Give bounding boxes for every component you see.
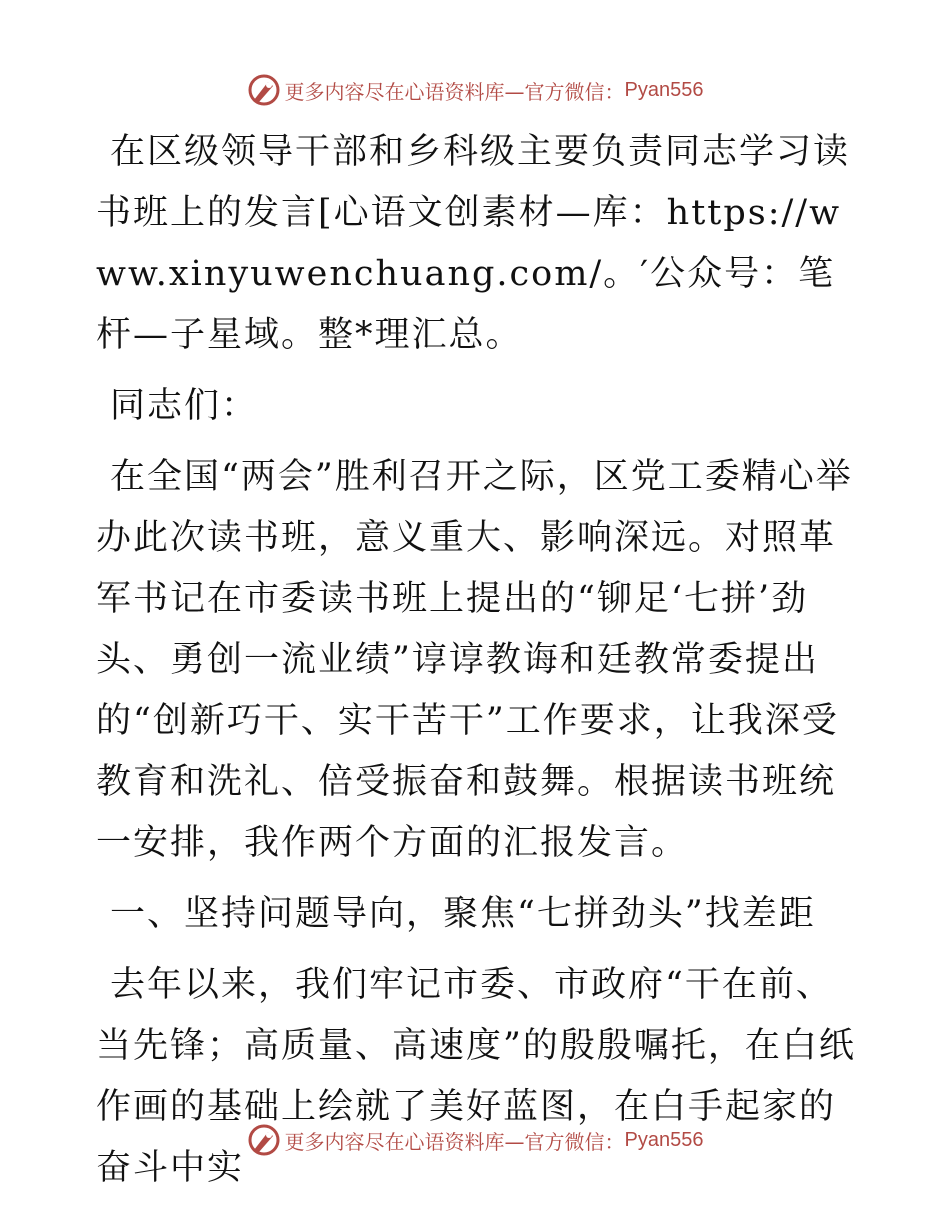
- header-watermark: [0, 70, 950, 110]
- paragraph-1: 在全国“两会”胜利召开之际，区党工委精心举办此次读书班，意义重大、影响深远。对照革军书记在市委读书班上提出的“铆足‘七拼’劲头、勇创一流业绩”谆谆教诲和廷教常委提出的“创新巧干、实干苦干”工作要求，让我深受教育和洗礼、倍受振奋和鼓舞。根据读书班统一安排，我作两个方面的汇报发言。: [96, 457, 853, 863]
- watermark-wechat-id: Pyan556: [624, 78, 704, 101]
- document-title: 在区级领导干部和乡科级主要负责同志学习读书班上的发言[心语文创素材—库：https://www.xinyuwenchuang.com/。′公众号：笔杆—子星域。整*理汇总。: [96, 132, 851, 355]
- footer-watermark: [0, 1120, 950, 1160]
- pen-nib-logo-icon: [247, 73, 281, 107]
- pen-nib-logo-icon: [247, 1123, 281, 1157]
- paragraph-2: 去年以来，我们牢记市委、市政府“干在前、当先锋；高质量、高速度”的殷殷嘱托，在白纸作画的基础上绘就了美好蓝图，在白手起家的奋斗中实: [96, 965, 856, 1188]
- document-body: [96, 122, 856, 1209]
- watermark-wechat-id: Pyan556: [624, 1128, 704, 1151]
- salutation: 同志们：: [110, 386, 259, 426]
- watermark-text: 更多内容尽在心语资料库—官方微信：: [284, 1129, 625, 1154]
- section-heading-1: 一、坚持问题导向，聚焦“七拼劲头”找差距: [110, 894, 816, 934]
- watermark-text: 更多内容尽在心语资料库—官方微信：: [284, 79, 625, 104]
